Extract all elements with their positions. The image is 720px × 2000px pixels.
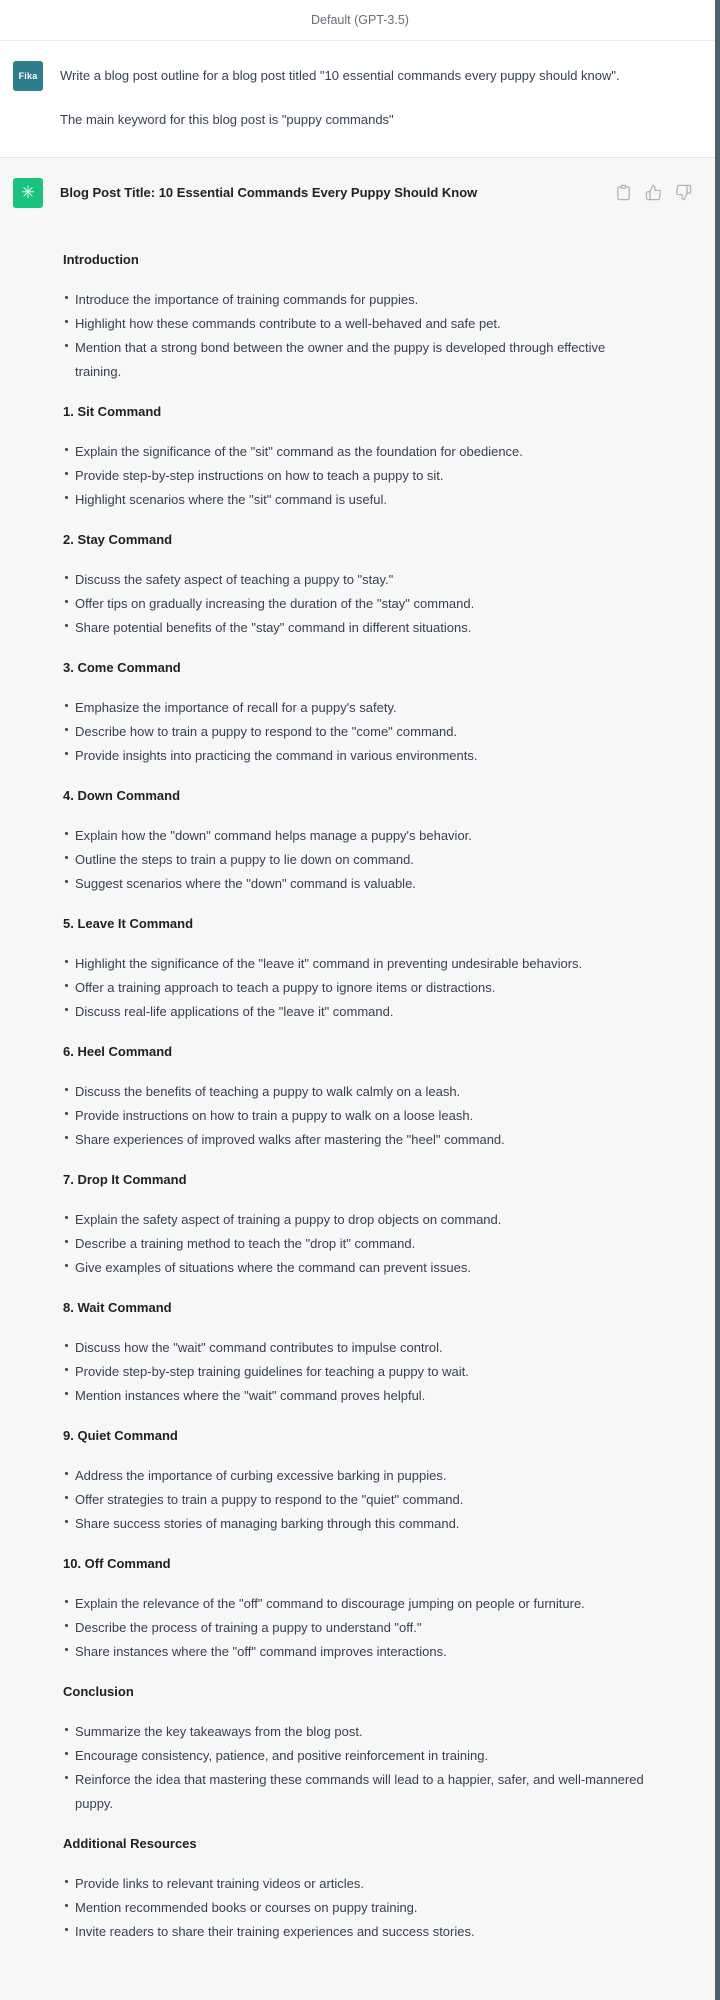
bullet-item: Introduce the importance of training commands for puppies. [75, 288, 652, 312]
bullet-item: Highlight the significance of the "leave it" command in preventing undesirable behaviors. [75, 952, 652, 976]
bullet-item: Share instances where the "off" command improves interactions. [75, 1640, 652, 1664]
bullet-item: Describe a training method to teach the "drop it" command. [75, 1232, 652, 1256]
copy-icon [615, 189, 632, 204]
bullet-item: Offer tips on gradually increasing the duration of the "stay" command. [75, 592, 652, 616]
bullet-item: Give examples of situations where the command can prevent issues. [75, 1256, 652, 1280]
section-heading: 8. Wait Command [63, 1300, 172, 1315]
bullet-item: Summarize the key takeaways from the blog post. [75, 1720, 652, 1744]
bullet-item: Invite readers to share their training experiences and success stories. [75, 1920, 652, 1944]
bullet-item: Share experiences of improved walks after mastering the "heel" command. [75, 1128, 652, 1152]
section-heading: 9. Quiet Command [63, 1428, 178, 1443]
section-heading: 4. Down Command [63, 788, 181, 803]
section-heading: 6. Heel Command [63, 1044, 173, 1059]
bullet-item: Emphasize the importance of recall for a puppy's safety. [75, 696, 652, 720]
window-edge-strip [715, 0, 720, 2000]
section-bullet-list [60, 1592, 652, 1664]
section-bullet-list [60, 952, 652, 1024]
thumbs-up-icon [645, 189, 662, 204]
bullet-item: Offer strategies to train a puppy to respond to the "quiet" command. [75, 1488, 652, 1512]
bullet-item: Highlight scenarios where the "sit" command is useful. [75, 488, 652, 512]
bullet-item: Discuss the safety aspect of teaching a puppy to "stay." [75, 568, 652, 592]
section-heading: 7. Drop It Command [63, 1172, 187, 1187]
section-heading: 2. Stay Command [63, 532, 173, 547]
section-heading: 3. Come Command [63, 660, 181, 675]
bullet-item: Provide links to relevant training videos or articles. [75, 1872, 652, 1896]
section-heading: 10. Off Command [63, 1556, 171, 1571]
bullet-item: Offer a training approach to teach a puppy to ignore items or distractions. [75, 976, 652, 1000]
thumbs-up-button[interactable] [645, 184, 662, 201]
user-avatar-label: Fika [18, 71, 38, 81]
bullet-item: Mention instances where the "wait" command proves helpful. [75, 1384, 652, 1408]
chatgpt-avatar [13, 178, 43, 208]
section-bullet-list [60, 568, 652, 640]
model-header [0, 0, 720, 41]
section-bullet-list [60, 288, 652, 384]
bullet-item: Provide insights into practicing the command in various environments. [75, 744, 652, 768]
section-heading: Introduction [63, 252, 139, 267]
section-heading: Conclusion [63, 1684, 134, 1699]
bullet-item: Mention that a strong bond between the owner and the puppy is developed through effective training. [75, 336, 652, 384]
section-bullet-list [60, 696, 652, 768]
user-paragraph: Write a blog post outline for a blog post titled "10 essential commands every puppy should know". [60, 68, 620, 83]
thumbs-down-icon [675, 189, 692, 204]
blog-post-title: Blog Post Title: 10 Essential Commands Every Puppy Should Know [60, 185, 478, 200]
bullet-item: Reinforce the idea that mastering these commands will lead to a happier, safer, and well-mannered puppy. [75, 1768, 652, 1816]
section-bullet-list [60, 1336, 652, 1408]
section-bullet-list [60, 1464, 652, 1536]
section-heading: 5. Leave It Command [63, 916, 194, 931]
user-avatar [13, 61, 43, 91]
bullet-item: Share potential benefits of the "stay" command in different situations. [75, 616, 652, 640]
bullet-item: Discuss the benefits of teaching a puppy to walk calmly on a leash. [75, 1080, 652, 1104]
bullet-item: Explain how the "down" command helps manage a puppy's behavior. [75, 824, 652, 848]
user-paragraph: The main keyword for this blog post is "puppy commands" [60, 112, 394, 127]
section-heading: 1. Sit Command [63, 404, 162, 419]
bullet-item: Address the importance of curbing excessive barking in puppies. [75, 1464, 652, 1488]
section-bullet-list [60, 1208, 652, 1280]
bullet-item: Provide step-by-step training guidelines for teaching a puppy to wait. [75, 1360, 652, 1384]
bullet-item: Provide instructions on how to train a puppy to walk on a loose leash. [75, 1104, 652, 1128]
openai-logo-icon: ✳ [20, 182, 36, 203]
section-bullet-list [60, 1720, 652, 1816]
user-message [0, 41, 720, 157]
bullet-item: Outline the steps to train a puppy to lie down on command. [75, 848, 652, 872]
user-message-text [60, 65, 648, 131]
model-name: Default (GPT-3.5) [311, 13, 409, 27]
section-bullet-list [60, 1872, 652, 1944]
bullet-item: Explain the relevance of the "off" command to discourage jumping on people or furniture. [75, 1592, 652, 1616]
bullet-item: Describe the process of training a puppy to understand "off." [75, 1616, 652, 1640]
bullet-item: Mention recommended books or courses on puppy training. [75, 1896, 652, 1920]
bullet-item: Highlight how these commands contribute to a well-behaved and safe pet. [75, 312, 652, 336]
bullet-item: Suggest scenarios where the "down" command is valuable. [75, 872, 652, 896]
message-actions [615, 182, 694, 201]
bullet-item: Provide step-by-step instructions on how to teach a puppy to sit. [75, 464, 652, 488]
bullet-item: Encourage consistency, patience, and positive reinforcement in training. [75, 1744, 652, 1768]
section-bullet-list [60, 824, 652, 896]
bullet-item: Describe how to train a puppy to respond to the "come" command. [75, 720, 652, 744]
bullet-item: Discuss how the "wait" command contributes to impulse control. [75, 1336, 652, 1360]
section-bullet-list [60, 440, 652, 512]
bullet-item: Explain the safety aspect of training a puppy to drop objects on command. [75, 1208, 652, 1232]
assistant-message [0, 157, 720, 2000]
bullet-item: Share success stories of managing barking through this command. [75, 1512, 652, 1536]
bullet-item: Explain the significance of the "sit" command as the foundation for obedience. [75, 440, 652, 464]
assistant-sections [60, 248, 652, 1944]
thumbs-down-button[interactable] [675, 184, 692, 201]
section-heading: Additional Resources [63, 1836, 197, 1851]
section-bullet-list [60, 1080, 652, 1152]
copy-button[interactable] [615, 184, 632, 201]
bullet-item: Discuss real-life applications of the "leave it" command. [75, 1000, 652, 1024]
